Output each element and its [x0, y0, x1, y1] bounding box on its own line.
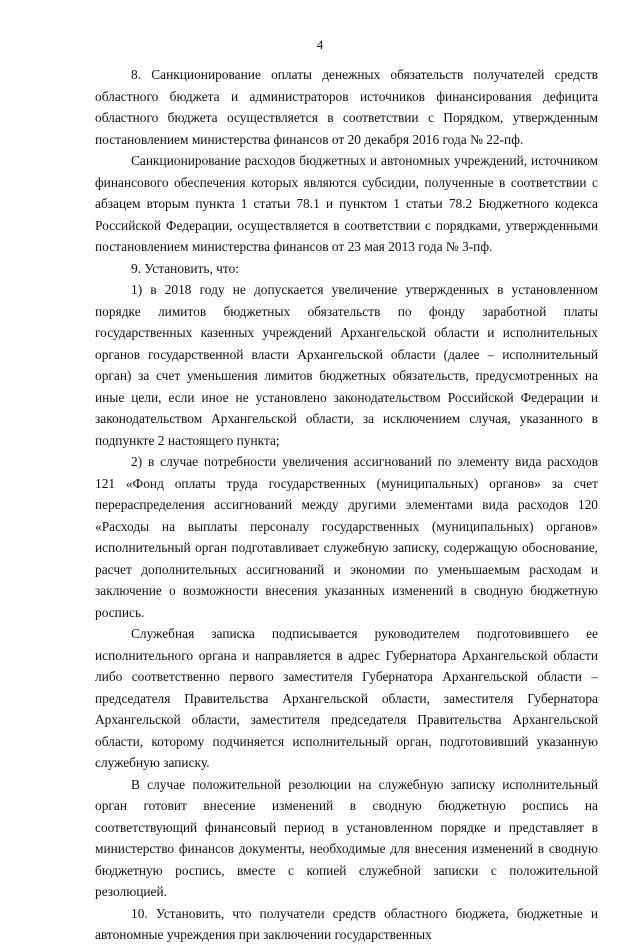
paragraph-positive-resolution: В случае положительной резолюции на служебную записку исполнительный орган готовит внесение изменений в сводную бюджетную роспись на соответствующий финансовый период в установленном порядке и представляет в министерство финансов документы, необходимые для внесения изменений в сводную бюджетную роспись, вместе с копией служебной записки с положительной резолюцией.	[95, 776, 598, 899]
paragraph-9-heading: 9. Установить, что:	[131, 260, 239, 276]
paragraph-memo-signing: Служебная записка подписывается руководителем подготовившего ее исполнительного органа и направляется в адрес Губернатора Архангельской области либо соответственно первого заместителя Губернатора Архангельской области – председателя Правительства Архангельской области, заместителя Губернатора Архангельской области, заместителя председателя Правительства Архангельской области, которому подчиняется исполнительный орган, подготовивший указанную служебную записку.	[95, 626, 598, 770]
paragraph-8-sanctioning: Санкционирование расходов бюджетных и автономных учреждений, источником финансового обеспечения которых являются субсидии, полученные в соответствии с абзацем вторым пункта 1 статьи 78.1 и пунктом 1 статьи 78.2 Бюджетного кодекса Российской Федерации, осуществляется в соответствии с порядками, утвержденными постановлением министерства финансов от 23 мая 2013 года № 3-пф.	[95, 153, 598, 254]
paragraph-8: 8. Санкционирование оплаты денежных обязательств получателей средств областного бюджета и администраторов источников финансирования дефицита областного бюджета осуществляется в соответствии с Порядком, утвержденным постановлением министерства финансов от 20 декабря 2016 года № 22-пф.	[95, 67, 598, 147]
body-text	[95, 64, 598, 946]
page-number: 4	[316, 37, 324, 52]
paragraph-9-subitem-2: 2) в случае потребности увеличения ассигнований по элементу вида расходов 121 «Фонд оплаты труда государственных (муниципальных) органов» за счет перераспределения ассигнований между другими элементами вида расходов 120 «Расходы на выплаты персоналу государственных (муниципальных) органов» исполнительный орган подготавливает служебную записку, содержащую обоснование, расчет дополнительных ассигнований и экономии по уменьшаемым расходам и заключение о возможности внесения указанных изменений в сводную бюджетную роспись.	[95, 454, 598, 620]
paragraph-9-subitem-1: 1) в 2018 году не допускается увеличение утвержденных в установленном порядке лимитов бюджетных обязательств по фонду заработной платы государственных казенных учреждений Архангельской области и исполнительных органов государственной власти Архангельской области (далее – исполнительный орган) за счет уменьшения лимитов бюджетных обязательств, предусмотренных на иные цели, если иное не установлено законодательством Российской Федерации и законодательством Архангельской области, за исключением случая, указанного в подпункте 2 настоящего пункта;	[95, 282, 598, 448]
paragraph-10: 10. Установить, что получатели средств областного бюджета, бюджетные и автономные учреждения при заключении государственных	[95, 905, 598, 942]
